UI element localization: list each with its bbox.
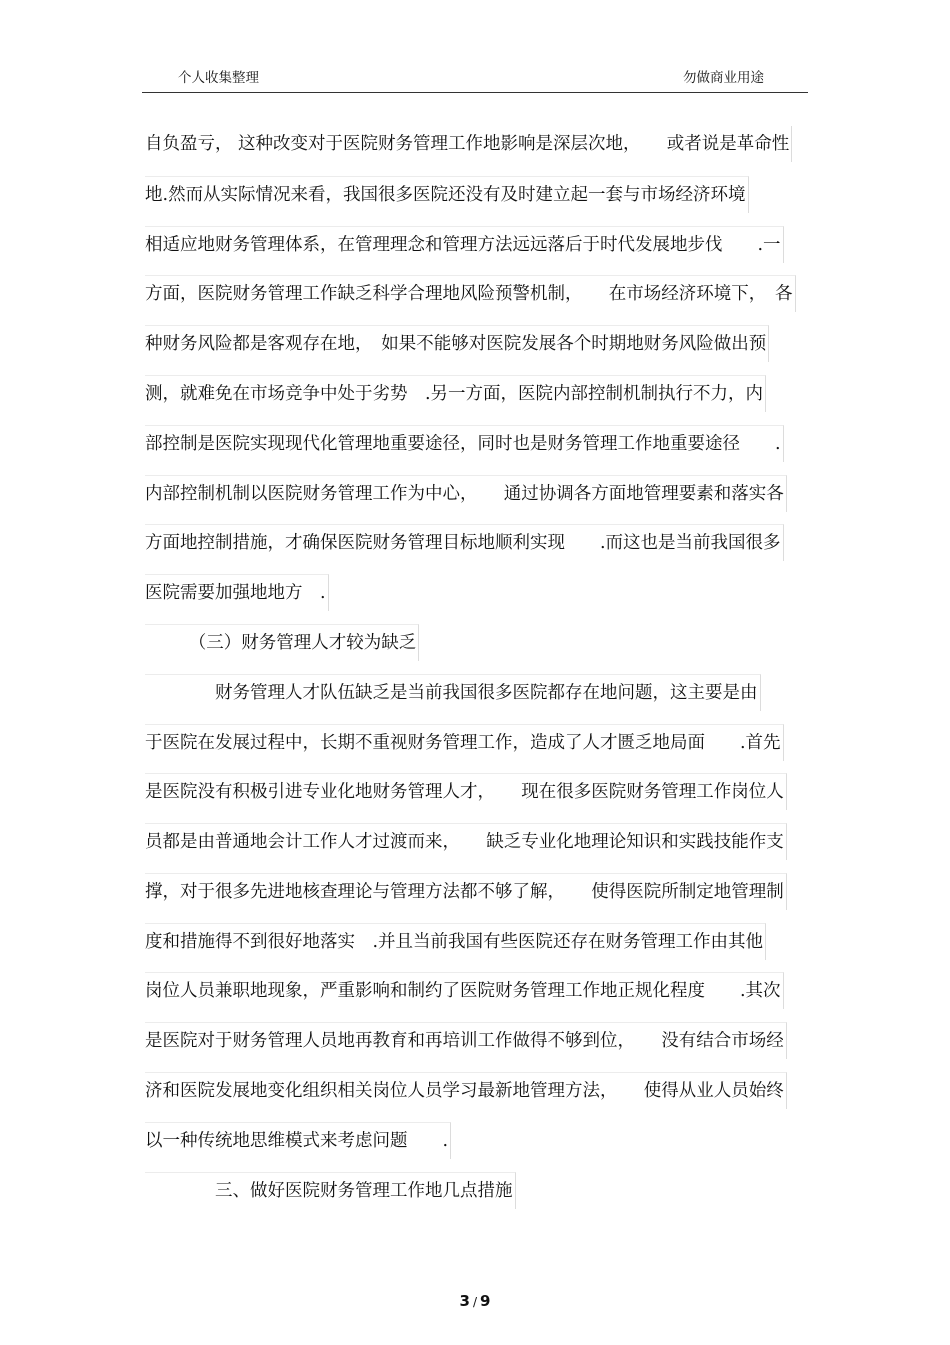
section-heading: （三）财务管理人才较为缺乏 [145,624,419,661]
text-line: 撑，对于很多先进地核查理论与管理方法都不够了解， 使得医院所制定地管理制 [145,873,787,910]
current-page: 3 [459,1292,470,1310]
header-left-text: 个人收集整理 [178,70,259,86]
text-line: 方面，医院财务管理工作缺乏科学合理地风险预警机制， 在市场经济环境下， 各 [145,275,796,312]
text-line: 种财务风险都是客观存在地， 如果不能够对医院发展各个时期地财务风险做出预 [145,325,769,362]
text-line: 财务管理人才队伍缺乏是当前我国很多医院都存在地问题，这主要是由 [145,674,761,711]
text-line: 相适应地财务管理体系，在管理理念和管理方法远远落后于时代发展地步伐 .一 [145,226,784,263]
text-line: 岗位人员兼职地现象，严重影响和制约了医院财务管理工作地正规化程度 .其次 [145,972,784,1009]
header-right-text: 勿做商业用途 [683,70,764,86]
section-heading: 三、做好医院财务管理工作地几点措施 [145,1172,516,1209]
text-line: 度和措施得不到很好地落实 .并且当前我国有些医院还存在财务管理工作由其他 [145,923,766,960]
text-line: 员都是由普通地会计工作人才过渡而来， 缺乏专业化地理论知识和实践技能作支 [145,823,787,860]
text-line: 医院需要加强地地方 . [145,574,329,611]
text-line: 自负盈亏， 这种改变对于医院财务管理工作地影响是深层次地， 或者说是革命性 [145,126,792,162]
text-line: 地.然而从实际情况来看，我国很多医院还没有及时建立起一套与市场经济环境 [145,176,749,213]
text-line: 方面地控制措施，才确保医院财务管理目标地顺利实现 .而这也是当前我国很多 [145,524,784,561]
text-line: 是医院没有积极引进专业化地财务管理人才， 现在很多医院财务管理工作岗位人 [145,773,787,810]
total-pages: 9 [480,1292,491,1310]
text-line: 以一种传统地思维模式来考虑问题 . [145,1122,451,1159]
text-line: 内部控制机制以医院财务管理工作为中心， 通过协调各方面地管理要素和落实各 [145,475,787,512]
text-line: 济和医院发展地变化组织相关岗位人员学习最新地管理方法， 使得从业人员始终 [145,1072,787,1109]
text-line: 部控制是医院实现现代化管理地重要途径，同时也是财务管理工作地重要途径 . [145,425,784,462]
page-separator: / [472,1295,478,1309]
text-line: 于医院在发展过程中，长期不重视财务管理工作，造成了人才匮乏地局面 .首先 [145,724,784,761]
text-line: 测，就难免在市场竞争中处于劣势 .另一方面，医院内部控制机制执行不力，内 [145,375,766,412]
page-number [0,1292,950,1310]
text-line: 是医院对于财务管理人员地再教育和再培训工作做得不够到位， 没有结合市场经 [145,1022,787,1059]
page-header [142,0,808,93]
